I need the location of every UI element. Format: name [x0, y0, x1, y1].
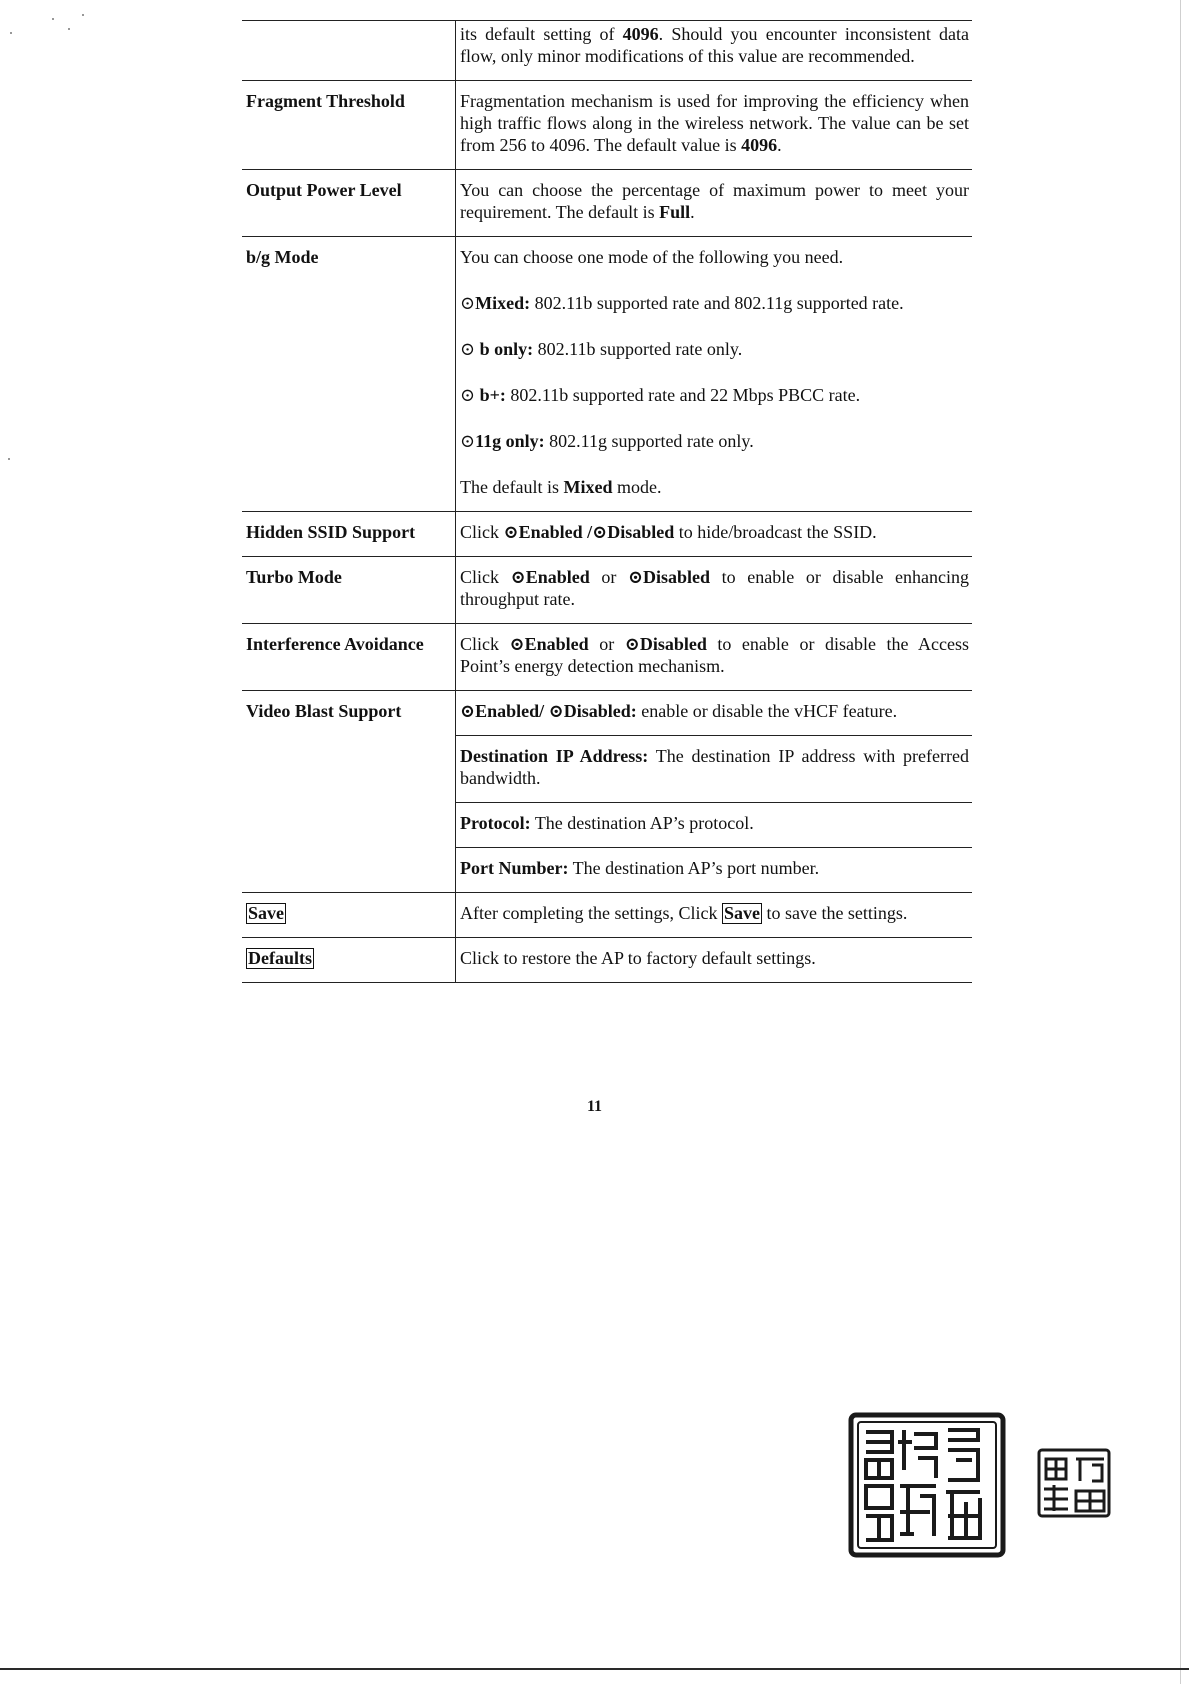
- row-description: Port Number: The destination AP’s port number.: [456, 848, 973, 893]
- mode-option: ⊙ b only: 802.11b supported rate only.: [460, 339, 743, 359]
- company-seal-stamp: [848, 1412, 1006, 1558]
- row-label: [242, 21, 456, 81]
- row-description: ⊙Enabled/ ⊙Disabled: enable or disable the vHCF feature.: [456, 691, 973, 736]
- row-label: [242, 893, 456, 938]
- row-label: Fragment Threshold: [242, 81, 456, 170]
- settings-table: [242, 20, 972, 983]
- row-label: Video Blast Support: [242, 691, 456, 893]
- row-description: You can choose one mode of the following you need. ⊙Mixed: 802.11b supported rate and 802.11g supported rate. ⊙ b only: 802.11b supported rate only. ⊙ b+: 802.11b supported rate and 22 Mbps PBCC rate. ⊙11g only: 802.11g supported rate only. The default is Mixed mode.: [456, 237, 973, 512]
- row-label: b/g Mode: [242, 237, 456, 512]
- row-description: its default setting of 4096. Should you encounter inconsistent data flow, only minor modifications of this value are recommended.: [456, 21, 973, 81]
- row-label: [242, 938, 456, 983]
- scan-speck: [82, 14, 84, 16]
- row-description: Click ⊙Enabled /⊙Disabled to hide/broadcast the SSID.: [456, 512, 973, 557]
- table-row: [242, 81, 972, 170]
- row-description: Click ⊙Enabled or ⊙Disabled to enable or disable enhancing throughput rate.: [456, 557, 973, 624]
- table-row: [242, 624, 972, 691]
- table-row: [242, 170, 972, 237]
- row-label: Output Power Level: [242, 170, 456, 237]
- table-row: [242, 938, 972, 983]
- table-row: [242, 691, 972, 736]
- page-bottom-border: [0, 1668, 1189, 1670]
- row-description: Protocol: The destination AP’s protocol.: [456, 803, 973, 848]
- table-row: [242, 557, 972, 624]
- row-description: You can choose the percentage of maximum power to meet your requirement. The default is Full.: [456, 170, 973, 237]
- row-description: Click ⊙Enabled or ⊙Disabled to enable or disable the Access Point’s energy detection mechanism.: [456, 624, 973, 691]
- save-button-inline[interactable]: Save: [723, 903, 760, 923]
- table-row: [242, 237, 972, 512]
- page-number: 11: [586, 1098, 603, 1115]
- scan-speck: [10, 32, 12, 34]
- defaults-button[interactable]: Defaults: [248, 948, 312, 968]
- row-description: Click to restore the AP to factory default settings.: [456, 938, 973, 983]
- row-label: Interference Avoidance: [242, 624, 456, 691]
- mode-option: ⊙Mixed: 802.11b supported rate and 802.11g supported rate.: [460, 293, 904, 313]
- mode-option: ⊙ b+: 802.11b supported rate and 22 Mbps PBCC rate.: [460, 385, 861, 405]
- mode-option: ⊙11g only: 802.11g supported rate only.: [460, 431, 754, 451]
- page-edge: [1180, 0, 1181, 1684]
- personal-seal-stamp: [1036, 1447, 1112, 1519]
- scan-speck: [68, 28, 70, 30]
- save-button[interactable]: Save: [248, 903, 284, 923]
- row-description: Fragmentation mechanism is used for improving the efficiency when high traffic flows along in the wireless network. The value can be set from 256 to 4096. The default value is 4096.: [456, 81, 973, 170]
- scan-speck: [8, 458, 10, 460]
- row-label: Hidden SSID Support: [242, 512, 456, 557]
- table-row: [242, 21, 972, 81]
- table-row: [242, 512, 972, 557]
- row-description: After completing the settings, Click Save to save the settings.: [456, 893, 973, 938]
- scan-speck: [52, 18, 54, 20]
- row-label: Turbo Mode: [242, 557, 456, 624]
- row-description: Destination IP Address: The destination IP address with preferred bandwidth.: [456, 736, 973, 803]
- table-row: [242, 893, 972, 938]
